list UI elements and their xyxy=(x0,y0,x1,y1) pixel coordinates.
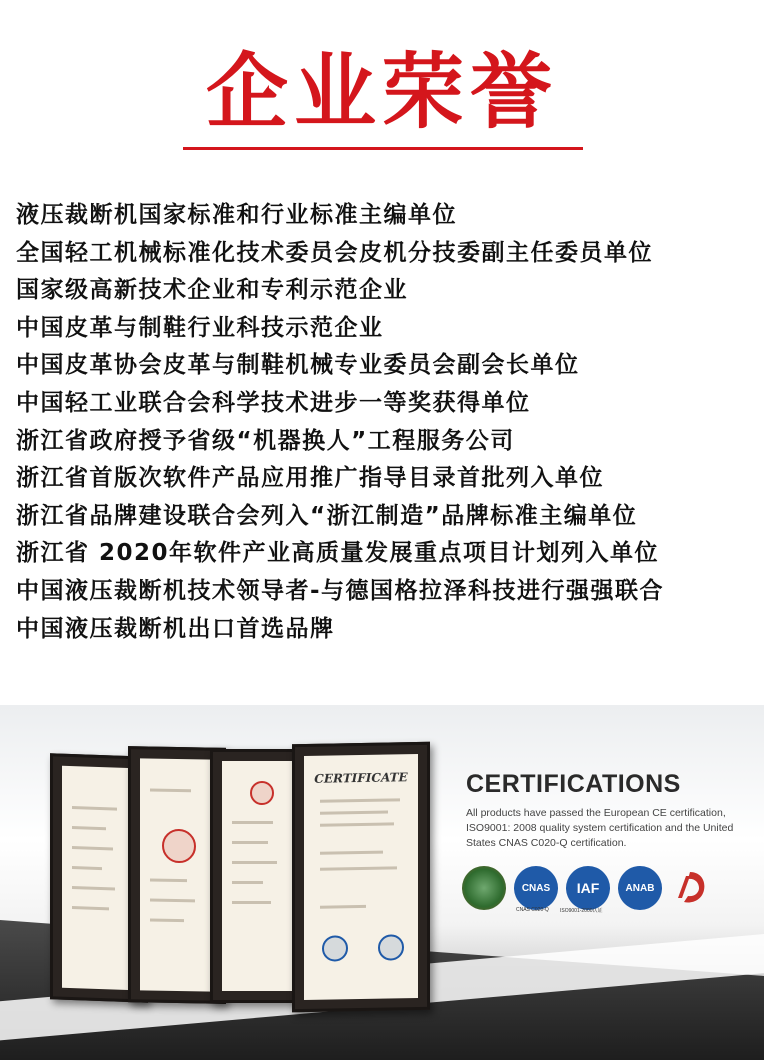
iaf-logo-icon: IAF xyxy=(566,866,610,910)
anab-logo-icon: ANAB xyxy=(618,866,662,910)
honor-item: 浙江省政府授予省级“机器换人”工程服务公司 xyxy=(16,427,515,454)
title-area xyxy=(0,0,764,185)
title-underline xyxy=(183,147,583,150)
certifications-description: All products have passed the European CE certification, ISO9001: 2008 quality system certification and the United States CNAS C020-Q certification. xyxy=(466,807,734,849)
honor-item: 国家级高新技术企业和专利示范企业 xyxy=(16,277,408,304)
honor-item: 液压裁断机国家标准和行业标准主编单位 xyxy=(16,202,457,228)
cqc-mark-icon xyxy=(670,868,710,908)
cnas-caption: CNAS C020-Q xyxy=(516,907,549,913)
iaf-seal-icon xyxy=(378,934,404,960)
honor-item: 中国液压裁断机技术领导者-与德国格拉泽科技进行强强联合 xyxy=(16,577,665,604)
honor-item: 中国皮革与制鞋行业科技示范企业 xyxy=(16,314,384,341)
seal-icon xyxy=(162,829,196,864)
certificate-frame-4 xyxy=(292,742,430,1012)
honor-item: 浙江省首版次软件产品应用推广指导目录首批列入单位 xyxy=(16,465,604,492)
honor-item: 浙江省品牌建设联合会列入“浙江制造”品牌标准主编单位 xyxy=(16,502,638,529)
honor-item: 中国皮革协会皮革与制鞋机械专业委员会副会长单位 xyxy=(16,352,580,379)
honor-item: 中国轻工业联合会科学技术进步一等奖获得单位 xyxy=(16,389,531,416)
iaf-caption: ISO9001-2000认证 xyxy=(560,908,603,914)
certificate-paper xyxy=(62,766,136,991)
honor-item: 中国液压裁断机出口首选品牌 xyxy=(16,615,335,642)
page-title: 企业荣誉 xyxy=(205,44,558,140)
certificate-paper xyxy=(140,758,214,991)
seal-icon xyxy=(250,781,274,805)
honor-item: 全国轻工机械标准化技术委员会皮机分技委副主任委员单位 xyxy=(16,239,653,266)
honors-list xyxy=(16,197,756,648)
honor-item: 浙江省 2020年软件产业高质量发展重点项目计划列入单位 xyxy=(16,540,660,567)
certificate-paper xyxy=(222,761,296,991)
ce-seal-icon xyxy=(462,866,506,910)
certifications-heading: CERTIFICATIONS xyxy=(466,770,681,798)
cnas-logo-icon: CNAS xyxy=(514,866,558,910)
certificate-title: CERTIFICATE xyxy=(314,770,408,786)
cqc-logo-icon xyxy=(668,866,712,910)
anab-seal-icon xyxy=(322,935,348,961)
certificate-paper xyxy=(304,754,418,1000)
